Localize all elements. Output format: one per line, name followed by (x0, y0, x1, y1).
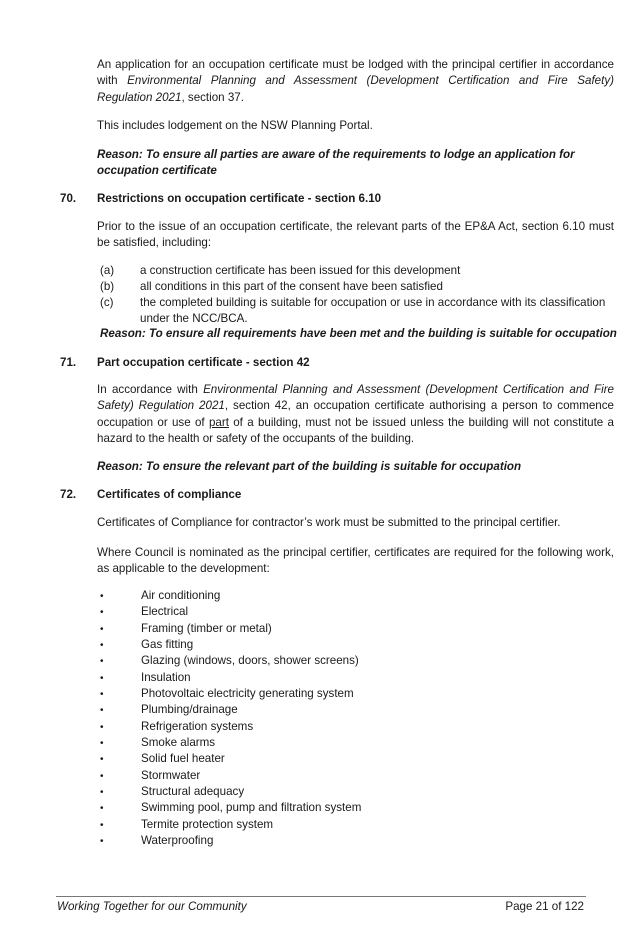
bullet: • (100, 820, 104, 831)
list-item: Smoke alarms (141, 736, 216, 749)
bullet: • (100, 738, 104, 749)
list-item: Air conditioning (141, 589, 221, 602)
item-b-label: (b) (100, 280, 115, 293)
list-item: Photovoltaic electricity generating system (141, 687, 354, 700)
intro-paragraph (97, 57, 614, 106)
list-item: Waterproofing (141, 834, 214, 847)
bullet: • (100, 754, 104, 765)
list-item: Solid fuel heater (141, 752, 225, 765)
list-item: Swimming pool, pump and filtration system (141, 801, 362, 814)
bullet: • (100, 640, 104, 651)
part-underlined: part (208, 415, 229, 429)
list-item: Insulation (141, 671, 191, 684)
bullet: • (100, 591, 104, 602)
list-item: Gas fitting (141, 638, 194, 651)
bullet: • (100, 607, 104, 618)
portal-note: This includes lodgement on the NSW Planning Portal. (97, 119, 373, 132)
bullet: • (100, 836, 104, 847)
bullet: • (100, 624, 104, 635)
list-item: Plumbing/drainage (141, 703, 238, 716)
section-70-reason: Reason: To ensure all requirements have been met and the building is suitable for occupation (100, 327, 617, 340)
section-71-title: Part occupation certificate - section 42 (97, 356, 310, 369)
section-71-number: 71. (60, 356, 77, 369)
item-c-text: the completed building is suitable for occupation or use in accordance with its classification under the NCC/BCA. (140, 296, 606, 326)
intro-text-end: , section 37. (181, 90, 244, 104)
item-b-text: all conditions in this part of the consent have been satisfied (140, 280, 443, 293)
list-item: Stormwater (141, 769, 201, 782)
bullet: • (100, 771, 104, 782)
section-72-text: Certificates of Compliance for contractor’s work must be submitted to the principal certifier. (97, 516, 561, 529)
list-item: Electrical (141, 605, 189, 618)
list-item: Termite protection system (141, 818, 274, 831)
section-71-reason: Reason: To ensure the relevant part of the building is suitable for occupation (97, 460, 522, 473)
bullet: • (100, 722, 104, 733)
item-a-label: (a) (100, 264, 115, 277)
intro-reason: Reason: To ensure all parties are aware of the requirements to lodge an application for occupation certificate (97, 148, 575, 178)
section-71-text (97, 382, 614, 448)
page-number: Page 21 of 122 (505, 900, 584, 913)
list-item: Glazing (windows, doors, shower screens) (141, 654, 359, 667)
bullet: • (100, 803, 104, 814)
footer-divider (56, 896, 586, 897)
intro-text: An application for an occupation certificate must be lodged with the principal certifier in accordance with (97, 58, 614, 88)
bullet: • (100, 705, 104, 716)
section-71-text-c: of a building, must not be issued unless the building will not constitute a hazard to the health or safety of the occupants of the building. (97, 415, 614, 446)
section-70-text: Prior to the issue of an occupation certificate, the relevant parts of the EP&A Act, section 6.10 must be satisfied, including: (97, 220, 614, 250)
regulation-title: Environmental Planning and Assessment (Development Certification and Fire Safety) Regulation 2021 (97, 74, 614, 104)
section-72-title: Certificates of compliance (97, 488, 242, 501)
section-72-number: 72. (60, 488, 77, 501)
section-71-text-a: In accordance with (97, 383, 204, 396)
bullet: • (100, 656, 104, 667)
list-item: Structural adequacy (141, 785, 245, 798)
list-item: Framing (timber or metal) (141, 622, 272, 635)
footer-slogan: Working Together for our Community (57, 900, 247, 913)
item-c-label: (c) (100, 296, 114, 309)
bullet: • (100, 689, 104, 700)
section-71-text-b: , section 42, an occupation certificate authorising a person to commence occupation or use of (97, 399, 614, 429)
section-70-number: 70. (60, 192, 77, 205)
bullet: • (100, 787, 104, 798)
section-71-regulation: Environmental Planning and Assessment (Development Certification and Fire Safety) Regulation 2021 (97, 383, 614, 413)
section-72-requirements: Where Council is nominated as the principal certifier, certificates are required for the following work, as applicable to the development: (97, 546, 614, 576)
bullet: • (100, 673, 104, 684)
list-item: Refrigeration systems (141, 720, 254, 733)
item-a-text: a construction certificate has been issued for this development (140, 264, 461, 277)
section-70-title: Restrictions on occupation certificate - section 6.10 (97, 192, 382, 205)
